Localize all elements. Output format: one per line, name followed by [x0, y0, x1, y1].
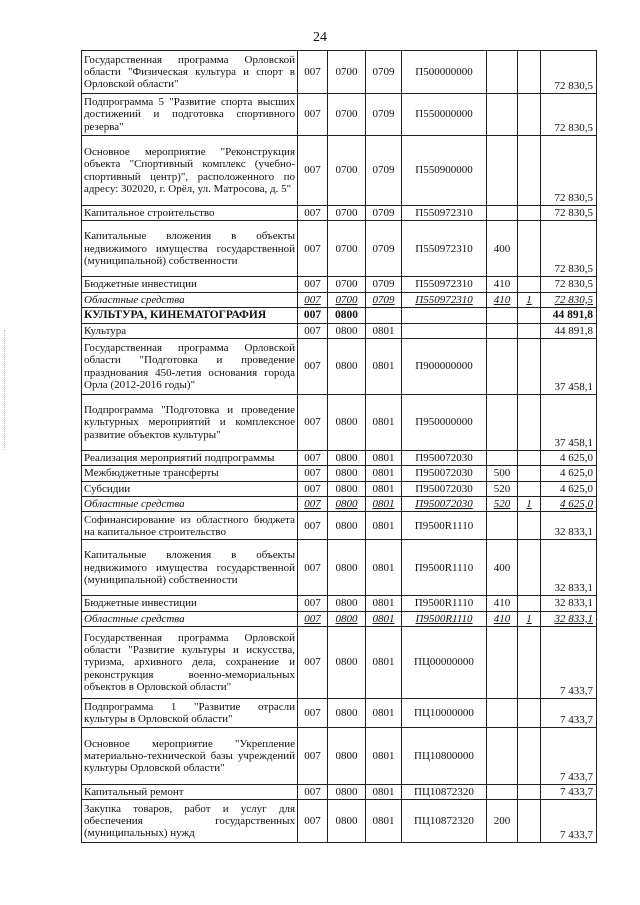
row-subsection-code: 0801	[366, 497, 402, 512]
budget-table	[81, 50, 597, 843]
row-funding-source	[518, 323, 541, 338]
row-ministry-code: 007	[298, 339, 328, 395]
row-expense-type	[487, 699, 518, 728]
row-subsection-code: 0801	[366, 481, 402, 496]
row-funding-source	[518, 800, 541, 843]
table-row	[82, 540, 597, 596]
row-ministry-code: 007	[298, 323, 328, 338]
row-subsection-code: 0801	[366, 466, 402, 481]
row-subsection-code: 0801	[366, 611, 402, 626]
row-funding-source	[518, 136, 541, 206]
row-expense-type	[487, 512, 518, 540]
row-subsection-code: 0801	[366, 596, 402, 611]
row-expense-type: 400	[487, 540, 518, 596]
row-name: Государственная программа Орловской области "Развитие культуры и искусства, туризма, архивного дела, сохранение и реконструкция военно-мемориальных объектов в Орловской области"	[82, 627, 298, 699]
row-name: Софинансирование из областного бюджета на капитальное строительство	[82, 512, 298, 540]
table-row	[82, 307, 597, 323]
row-name: Капитальный ремонт	[82, 785, 298, 800]
table-row	[82, 292, 597, 307]
row-subsection-code: 0801	[366, 540, 402, 596]
row-ministry-code: 007	[298, 728, 328, 785]
row-name: Государственная программа Орловской области "Физическая культура и спорт в Орловской области"	[82, 51, 298, 94]
table-row	[82, 136, 597, 206]
row-name: Основное мероприятие "Реконструкция объекта "Спортивный комплекс (учебно-спортивный центр)", расположенного по адресу: 302020, г. Орёл, ул. Матросова, д. 5"	[82, 136, 298, 206]
row-section-code: 0800	[328, 395, 366, 451]
row-expense-type: 410	[487, 596, 518, 611]
row-section-code: 0800	[328, 728, 366, 785]
row-ministry-code: 007	[298, 292, 328, 307]
row-expense-type	[487, 339, 518, 395]
row-amount: 32 833,1	[541, 611, 597, 626]
row-funding-source	[518, 307, 541, 323]
row-amount: 7 433,7	[541, 699, 597, 728]
table-row	[82, 512, 597, 540]
row-funding-source	[518, 512, 541, 540]
row-ministry-code: 007	[298, 395, 328, 451]
row-funding-source	[518, 94, 541, 136]
row-target-article: П950000000	[402, 395, 487, 451]
row-section-code: 0800	[328, 800, 366, 843]
row-amount: 7 433,7	[541, 627, 597, 699]
table-row	[82, 94, 597, 136]
row-funding-source	[518, 481, 541, 496]
table-row	[82, 596, 597, 611]
row-name: Областные средства	[82, 292, 298, 307]
row-subsection-code: 0801	[366, 800, 402, 843]
row-amount: 72 830,5	[541, 136, 597, 206]
table-row	[82, 277, 597, 292]
row-expense-type: 200	[487, 800, 518, 843]
row-target-article: П550972310	[402, 206, 487, 221]
row-subsection-code: 0801	[366, 395, 402, 451]
table-row	[82, 497, 597, 512]
row-amount: 37 458,1	[541, 395, 597, 451]
row-section-code: 0700	[328, 94, 366, 136]
row-expense-type	[487, 206, 518, 221]
row-amount: 4 625,0	[541, 466, 597, 481]
row-name: Межбюджетные трансферты	[82, 466, 298, 481]
row-name: Государственная программа Орловской области "Подготовка и проведение празднования 450-летия основания города Орла (2012-2016 годы)"	[82, 339, 298, 395]
row-section-code: 0700	[328, 206, 366, 221]
table-row	[82, 221, 597, 277]
row-funding-source	[518, 395, 541, 451]
table-row	[82, 339, 597, 395]
row-funding-source	[518, 221, 541, 277]
row-expense-type: 410	[487, 611, 518, 626]
row-name: Культура	[82, 323, 298, 338]
row-target-article: П950072030	[402, 451, 487, 466]
row-section-code: 0700	[328, 221, 366, 277]
row-name: Подпрограмма 5 "Развитие спорта высших достижений и подготовка спортивного резерва"	[82, 94, 298, 136]
row-funding-source: 1	[518, 292, 541, 307]
row-subsection-code	[366, 307, 402, 323]
table-body	[82, 51, 597, 843]
row-subsection-code: 0709	[366, 51, 402, 94]
row-expense-type	[487, 728, 518, 785]
row-section-code: 0800	[328, 512, 366, 540]
row-amount: 4 625,0	[541, 497, 597, 512]
row-subsection-code: 0709	[366, 292, 402, 307]
row-section-code: 0800	[328, 497, 366, 512]
row-amount: 7 433,7	[541, 785, 597, 800]
table-row	[82, 51, 597, 94]
row-section-code: 0800	[328, 611, 366, 626]
row-target-article: П950072030	[402, 481, 487, 496]
row-target-article: П9500R1110	[402, 512, 487, 540]
row-section-code: 0800	[328, 451, 366, 466]
row-ministry-code: 007	[298, 627, 328, 699]
row-name: Подпрограмма 1 "Развитие отрасли культуры в Орловской области"	[82, 699, 298, 728]
row-ministry-code: 007	[298, 277, 328, 292]
row-target-article: П500000000	[402, 51, 487, 94]
table-row	[82, 323, 597, 338]
row-section-code: 0800	[328, 699, 366, 728]
row-ministry-code: 007	[298, 221, 328, 277]
row-funding-source	[518, 699, 541, 728]
row-target-article: ПЦ10000000	[402, 699, 487, 728]
table-row	[82, 728, 597, 785]
table-row	[82, 395, 597, 451]
row-funding-source: 1	[518, 497, 541, 512]
row-funding-source	[518, 206, 541, 221]
row-name: Подпрограмма "Подготовка и проведение культурных мероприятий и комплексное развитие объектов культуры"	[82, 395, 298, 451]
row-name: Областные средства	[82, 497, 298, 512]
row-amount: 72 830,5	[541, 277, 597, 292]
row-expense-type	[487, 785, 518, 800]
row-funding-source: 1	[518, 611, 541, 626]
table-row	[82, 481, 597, 496]
row-section-code: 0800	[328, 307, 366, 323]
row-target-article: П9500R1110	[402, 611, 487, 626]
row-amount: 7 433,7	[541, 728, 597, 785]
row-target-article: П9500R1110	[402, 596, 487, 611]
row-expense-type	[487, 136, 518, 206]
row-ministry-code: 007	[298, 540, 328, 596]
row-ministry-code: 007	[298, 307, 328, 323]
row-subsection-code: 0801	[366, 627, 402, 699]
row-name: Бюджетные инвестиции	[82, 277, 298, 292]
row-section-code: 0800	[328, 466, 366, 481]
row-ministry-code: 007	[298, 699, 328, 728]
row-target-article: ПЦ10872320	[402, 800, 487, 843]
row-expense-type	[487, 307, 518, 323]
row-section-code: 0800	[328, 596, 366, 611]
table-row	[82, 699, 597, 728]
row-funding-source	[518, 277, 541, 292]
row-ministry-code: 007	[298, 497, 328, 512]
row-amount: 32 833,1	[541, 596, 597, 611]
row-expense-type: 500	[487, 466, 518, 481]
row-section-code: 0800	[328, 481, 366, 496]
row-expense-type: 520	[487, 481, 518, 496]
row-subsection-code: 0801	[366, 699, 402, 728]
row-target-article: ПЦ10800000	[402, 728, 487, 785]
row-subsection-code: 0709	[366, 206, 402, 221]
row-name: Капитальное строительство	[82, 206, 298, 221]
row-section-code: 0700	[328, 51, 366, 94]
row-section-code: 0700	[328, 277, 366, 292]
row-target-article: П550000000	[402, 94, 487, 136]
row-ministry-code: 007	[298, 481, 328, 496]
row-subsection-code: 0801	[366, 323, 402, 338]
row-expense-type: 410	[487, 277, 518, 292]
row-funding-source	[518, 51, 541, 94]
table-row	[82, 206, 597, 221]
row-funding-source	[518, 451, 541, 466]
row-amount: 44 891,8	[541, 307, 597, 323]
table-row	[82, 451, 597, 466]
row-section-code: 0800	[328, 339, 366, 395]
row-funding-source	[518, 466, 541, 481]
row-subsection-code: 0801	[366, 512, 402, 540]
row-amount: 32 833,1	[541, 540, 597, 596]
row-ministry-code: 007	[298, 785, 328, 800]
row-name: Реализация мероприятий подпрограммы	[82, 451, 298, 466]
row-expense-type	[487, 627, 518, 699]
row-target-article: П550972310	[402, 277, 487, 292]
row-section-code: 0800	[328, 540, 366, 596]
row-expense-type	[487, 323, 518, 338]
row-section-code: 0700	[328, 292, 366, 307]
row-amount: 72 830,5	[541, 221, 597, 277]
row-name: Капитальные вложения в объекты недвижимого имущества государственной (муниципальной) собственности	[82, 221, 298, 277]
row-ministry-code: 007	[298, 51, 328, 94]
row-funding-source	[518, 596, 541, 611]
row-name: Бюджетные инвестиции	[82, 596, 298, 611]
row-amount: 4 625,0	[541, 451, 597, 466]
row-amount: 7 433,7	[541, 800, 597, 843]
row-target-article: П550900000	[402, 136, 487, 206]
row-expense-type	[487, 51, 518, 94]
row-expense-type	[487, 395, 518, 451]
row-target-article: П9500R1110	[402, 540, 487, 596]
row-funding-source	[518, 627, 541, 699]
row-ministry-code: 007	[298, 800, 328, 843]
margin-mark	[4, 330, 6, 450]
row-expense-type: 410	[487, 292, 518, 307]
row-name: Субсидии	[82, 481, 298, 496]
row-amount: 72 830,5	[541, 94, 597, 136]
row-subsection-code: 0801	[366, 339, 402, 395]
row-ministry-code: 007	[298, 596, 328, 611]
row-target-article: П550972310	[402, 292, 487, 307]
row-name: Закупка товаров, работ и услуг для обеспечения государственных (муниципальных) нужд	[82, 800, 298, 843]
table-row	[82, 800, 597, 843]
row-expense-type	[487, 451, 518, 466]
row-subsection-code: 0801	[366, 785, 402, 800]
row-funding-source	[518, 339, 541, 395]
row-target-article: ПЦ10872320	[402, 785, 487, 800]
row-section-code: 0800	[328, 323, 366, 338]
row-target-article: П900000000	[402, 339, 487, 395]
row-ministry-code: 007	[298, 451, 328, 466]
row-amount: 37 458,1	[541, 339, 597, 395]
table-row	[82, 785, 597, 800]
row-funding-source	[518, 785, 541, 800]
row-subsection-code: 0709	[366, 136, 402, 206]
row-section-code: 0700	[328, 136, 366, 206]
row-ministry-code: 007	[298, 466, 328, 481]
row-ministry-code: 007	[298, 512, 328, 540]
row-target-article: П950072030	[402, 466, 487, 481]
table-row	[82, 627, 597, 699]
row-name: Областные средства	[82, 611, 298, 626]
row-subsection-code: 0801	[366, 451, 402, 466]
row-amount: 4 625,0	[541, 481, 597, 496]
page-number: 24	[313, 30, 327, 45]
row-amount: 44 891,8	[541, 323, 597, 338]
row-funding-source	[518, 540, 541, 596]
table-row	[82, 466, 597, 481]
row-section-code: 0800	[328, 627, 366, 699]
row-amount: 72 830,5	[541, 206, 597, 221]
row-ministry-code: 007	[298, 94, 328, 136]
row-name: Основное мероприятие "Укрепление материально-технической базы учреждений культуры Орловской области"	[82, 728, 298, 785]
row-name: Капитальные вложения в объекты недвижимого имущества государственной (муниципальной) собственности	[82, 540, 298, 596]
row-amount: 72 830,5	[541, 51, 597, 94]
row-expense-type: 400	[487, 221, 518, 277]
row-subsection-code: 0709	[366, 221, 402, 277]
row-ministry-code: 007	[298, 206, 328, 221]
row-target-article: ПЦ00000000	[402, 627, 487, 699]
row-expense-type: 520	[487, 497, 518, 512]
row-ministry-code: 007	[298, 136, 328, 206]
table-row	[82, 611, 597, 626]
row-subsection-code: 0801	[366, 728, 402, 785]
row-ministry-code: 007	[298, 611, 328, 626]
row-target-article: П950072030	[402, 497, 487, 512]
row-target-article: П550972310	[402, 221, 487, 277]
row-section-code: 0800	[328, 785, 366, 800]
row-target-article	[402, 307, 487, 323]
row-amount: 32 833,1	[541, 512, 597, 540]
row-target-article	[402, 323, 487, 338]
row-subsection-code: 0709	[366, 94, 402, 136]
row-subsection-code: 0709	[366, 277, 402, 292]
row-expense-type	[487, 94, 518, 136]
row-name: КУЛЬТУРА, КИНЕМАТОГРАФИЯ	[82, 307, 298, 323]
row-amount: 72 830,5	[541, 292, 597, 307]
row-funding-source	[518, 728, 541, 785]
